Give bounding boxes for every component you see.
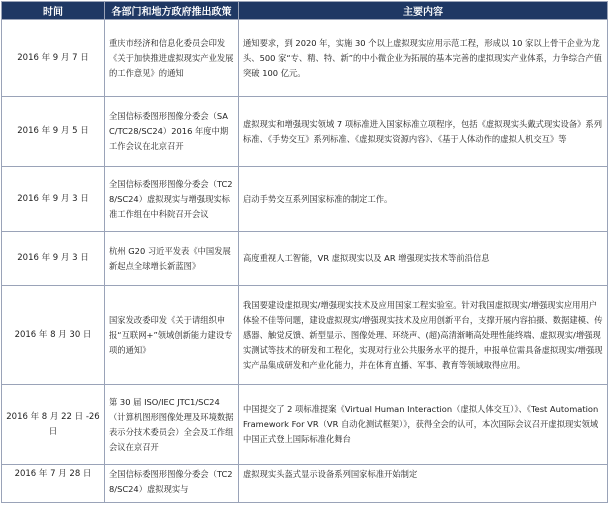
table-row bbox=[2, 385, 608, 465]
content-cell: 高度重视人工智能，VR 虚拟现实以及 AR 增强现实技术等前沿信息 bbox=[239, 232, 608, 286]
table-row bbox=[2, 97, 608, 167]
header-content: 主要内容 bbox=[239, 2, 608, 20]
table-row bbox=[2, 232, 608, 286]
date-cell: 2016 年 7 月 28 日 bbox=[2, 465, 105, 503]
content-cell: 虚拟现实头盔式显示设备系列国家标准开始制定 bbox=[239, 465, 608, 503]
table-row bbox=[2, 465, 608, 503]
policy-cell: 全国信标委图形图像分委会（TC28/SC24）虚拟现实与 bbox=[105, 465, 239, 503]
date-cell: 2016 年 9 月 5 日 bbox=[2, 97, 105, 167]
content-cell: 中国提交了 2 项标准提案《Virtual Human Interaction（虚拟人体交互）》、《Test Automation Framework For VR（VR 自动化测试框架）》，获得全会的认可，本次国际会议召开虚拟现实领域中国正式登上国际标准化舞台 bbox=[239, 385, 608, 465]
date-cell: 2016 年 9 月 3 日 bbox=[2, 232, 105, 286]
date-cell: 2016 年 9 月 3 日 bbox=[2, 167, 105, 232]
policy-cell: 国家发改委印发《关于请组织申报“互联网+”领域创新能力建设专项的通知》 bbox=[105, 286, 239, 385]
table-row bbox=[2, 20, 608, 97]
policy-cell: 重庆市经济和信息化委员会印发《关于加快推进虚拟现实产业发展的工作意见》的通知 bbox=[105, 20, 239, 97]
content-cell: 虚拟现实和增强现实领域 7 项标准进入国家标准立项程序，包括《虚拟现实头戴式现实设备》系列标准、《手势交互》系列标准、《虚拟现实资源内容》、《基于人体动作的虚拟人机交互》等 bbox=[239, 97, 608, 167]
policy-cell: 杭州 G20 习近平发表《中国发展新起点全球增长新蓝图》 bbox=[105, 232, 239, 286]
content-cell: 我国要建设虚拟现实/增强现实技术及应用国家工程实验室。针对我国虚拟现实/增强现实应用用户体验不佳等问题，建设虚拟现实/增强现实技术及应用创新平台，支撑开展内容拍摄、数据建模、传感器、触觉反馈、新型显示、图像处理、环绕声、(超)高清渐晰高处理性能终端、虚拟现实/增强现实测试等技术的研发和工程化，实现对行业公共服务水平的提升，申报单位需具备虚拟现实/增强现实产品集成研发和产业化能力，并在体育直播、军事、教育等领域取得应用。 bbox=[239, 286, 608, 385]
content-cell: 启动手势交互系列国家标准的制定工作。 bbox=[239, 167, 608, 232]
policy-cell: 全国信标委图形图像分委会（TC28/SC24）虚拟现实与增强现实标准工作组在中科院召开会议 bbox=[105, 167, 239, 232]
policy-cell: 第 30 届 ISO/IEC JTC1/SC24（计算机图形图像处理及环境数据表示分技术委员会）全会及工作组会议在京召开 bbox=[105, 385, 239, 465]
content-cell: 通知要求，到 2020 年，实施 30 个以上虚拟现实应用示范工程，形成以 10 家以上骨干企业为龙头、500 家“专、精、特、新”的中小微企业为拓展的基本完善的虚拟现实产业体系，力争综合产值突破 100 亿元。 bbox=[239, 20, 608, 97]
policy-table bbox=[1, 1, 608, 503]
table-header-row bbox=[2, 2, 608, 20]
table-row bbox=[2, 286, 608, 385]
date-cell: 2016 年 9 月 7 日 bbox=[2, 20, 105, 97]
date-cell: 2016 年 8 月 30 日 bbox=[2, 286, 105, 385]
header-time: 时间 bbox=[2, 2, 105, 20]
table-row bbox=[2, 167, 608, 232]
policy-cell: 全国信标委图形图像分委会（SAC/TC28/SC24）2016 年度中期工作会议在北京召开 bbox=[105, 97, 239, 167]
date-cell: 2016 年 8 月 22 日 -26 日 bbox=[2, 385, 105, 465]
header-policy: 各部门和地方政府推出政策 bbox=[105, 2, 239, 20]
